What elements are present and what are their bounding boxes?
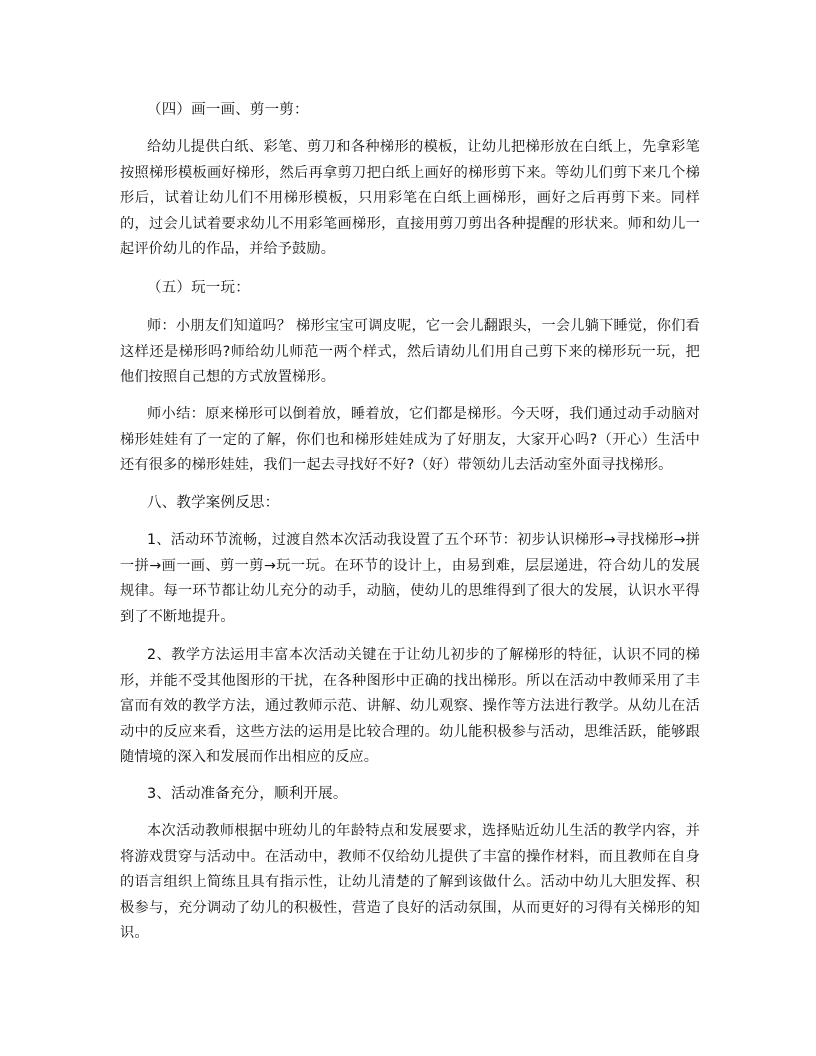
paragraph-draw-cut: 给幼儿提供白纸、彩笔、剪刀和各种梯形的模板，让幼儿把梯形放在白纸上，先拿彩笔按照梯形模板画好梯形，然后再拿剪刀把白纸上画好的梯形剪下来。等幼儿们剪下来几个梯形后，试着让幼儿们不用梯形模板，只用彩笔在白纸上画梯形，画好之后再剪下来。同样的，过会儿试着要求幼儿不用彩笔画梯形，直接用剪刀剪出各种提醒的形状来。师和幼儿一起评价幼儿的作品，并给予鼓励。 xyxy=(120,139,700,257)
paragraph-play-intro: 师：小朋友们知道吗？ 梯形宝宝可调皮呢，它一会儿翻跟头，一会儿躺下睡觉，你们看这样还是梯形吗?师给幼儿师范一两个样式，然后请幼儿们用自己剪下来的梯形玩一玩，把他们按照自己想的方式放置梯形。 xyxy=(120,318,700,385)
paragraph-teacher-summary: 师小结：原来梯形可以倒着放，睡着放，它们都是梯形。今天呀，我们通过动手动脑对梯形娃娃有了一定的了解，你们也和梯形娃娃成为了好朋友，大家开心吗?（开心）生活中还有很多的梯形娃娃，我们一起去寻找好不好?（好）带领幼儿去活动室外面寻找梯形。 xyxy=(120,406,700,473)
paragraph-reflection-1: 1、活动环节流畅，过渡自然本次活动我设置了五个环节：初步认识梯形→寻找梯形→拼一拼→画一画、剪一剪→玩一玩。在环节的设计上，由易到难，层层递进，符合幼儿的发展规律。每一环节都让幼儿充分的动手，动脑，使幼儿的思维得到了很大的发展，认识水平得到了不断地提升。 xyxy=(120,532,700,625)
paragraph-reflection-2: 2、教学方法运用丰富本次活动关键在于让幼儿初步的了解梯形的特征，认识不同的梯形，并能不受其他图形的干扰，在各种图形中正确的找出梯形。所以在活动中教师采用了丰富而有效的教学方法，通过教师示范、讲解、幼儿观察、操作等方法进行教学。从幼儿在活动中的反应来看，这些方法的运用是比较合理的。幼儿能积极参与活动，思维活跃，能够跟随情境的深入和发展而作出相应的反应。 xyxy=(120,647,700,765)
section-heading-8: 八、教学案例反思： xyxy=(147,495,280,511)
section-heading-reflection-3: 3、活动准备充分，顺利开展。 xyxy=(147,786,348,802)
section-heading-4: （四）画一画、剪一剪： xyxy=(147,102,309,118)
paragraph-reflection-3: 本次活动教师根据中班幼儿的年龄特点和发展要求，选择贴近幼儿生活的教学内容，并将游戏贯穿与活动中。在活动中，教师不仅给幼儿提供了丰富的操作材料，而且教师在自身的语言组织上简练且具有指示性，让幼儿清楚的了解到该做什么。活动中幼儿大胆发挥、积极参与，充分调动了幼儿的积极性，营造了良好的活动氛围，从而更好的习得有关梯形的知识。 xyxy=(120,823,700,941)
section-heading-5: （五）玩一玩： xyxy=(147,280,250,296)
